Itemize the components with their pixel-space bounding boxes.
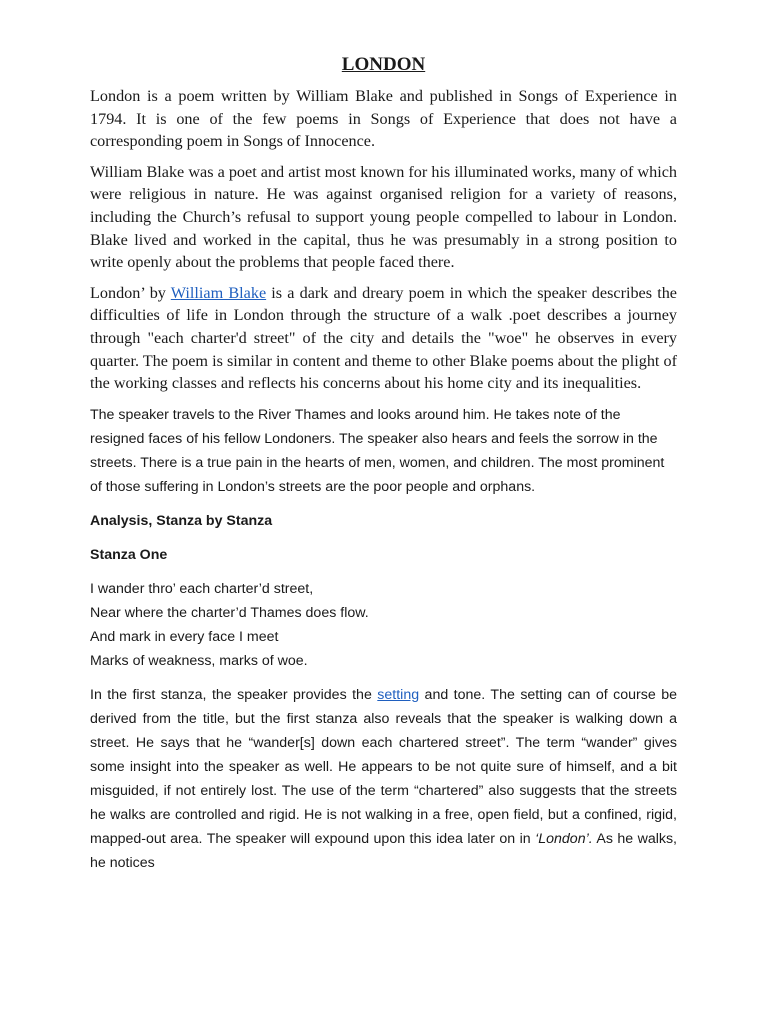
paragraph-text: and tone. The setting can of course be derived from the title, but the first stanza also reveals that the speaker is walking down a street. He says that he “wander[s] down each chartered street”. The term “wander” gives some insight into the speaker as well. He appears to be not quite sure of himself, and a bit misguided, if not entirely lost. The use of the term “chartered” also suggests that the streets he walks are controlled and rigid. He is not walking in a free, open field, but a confined, rigid, mapped-out area. The speaker will expound upon this idea later on in xyxy=(90,686,677,847)
paragraph-text: In the first stanza, the speaker provides the xyxy=(90,686,378,703)
paragraph-text: is a dark and dreary poem in which the speaker describes the difficulties of life in London through the structure of a walk .poet describes a journey through "each charter'd street" of the city and details the "woe" he observes in every quarter. The poem is similar in content and theme to other Blake poems about the plight of the working classes and reflects his concerns about his home city and its inequalities. xyxy=(90,283,677,393)
stanza-one-heading: Stanza One xyxy=(90,546,168,563)
stanza-one-poem xyxy=(90,577,677,673)
paragraph-text: London’ by xyxy=(90,283,171,302)
italic-title: ‘London’. xyxy=(535,830,593,847)
page-title: LONDON xyxy=(341,54,426,75)
intro-paragraph: London is a poem written by William Blake and published in Songs of Experience in 1794. It is one of the few poems in Songs of Experience that does not have a corresponding poem in Songs of Innocence. xyxy=(90,87,677,151)
stanza-one-analysis-paragraph xyxy=(90,683,677,875)
setting-link[interactable]: setting xyxy=(377,686,420,703)
poem-line: Marks of weakness, marks of woe. xyxy=(90,652,308,669)
poem-line: Near where the charter’d Thames does flow. xyxy=(90,604,369,621)
william-blake-link[interactable]: William Blake xyxy=(170,283,267,302)
analysis-heading: Analysis, Stanza by Stanza xyxy=(90,512,273,529)
speaker-paragraph: The speaker travels to the River Thames and looks around him. He takes note of the resigned faces of his fellow Londoners. The speaker also hears and feels the sorrow in the streets. There is a true pain in the hearts of men, women, and children. The most prominent of those suffering in London’s streets are the poor people and orphans. xyxy=(90,406,665,495)
blake-bio-paragraph: William Blake was a poet and artist most known for his illuminated works, many of which were religious in nature. He was against organised religion for a variety of reasons, including the Church’s refusal to support young people compelled to labour in London. Blake lived and worked in the capital, thus he was presumably in a strong position to write openly about the problems that people faced there. xyxy=(90,162,677,272)
poem-line: And mark in every face I meet xyxy=(90,628,279,645)
poem-summary-paragraph xyxy=(90,282,677,395)
paragraph-text: As he walks, he notices xyxy=(90,830,677,871)
document-page xyxy=(90,52,677,885)
poem-line: I wander thro’ each charter’d street, xyxy=(90,580,314,597)
